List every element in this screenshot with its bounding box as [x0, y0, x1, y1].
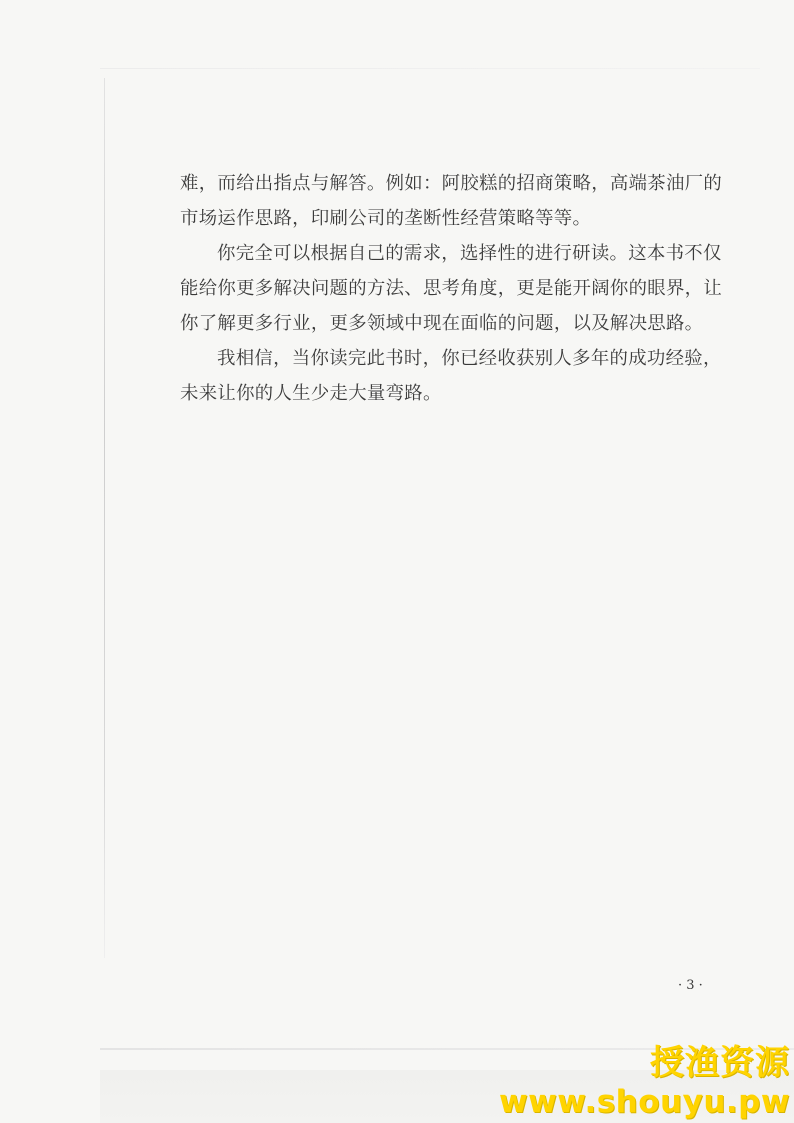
paragraph: 你完全可以根据自己的需求，选择性的进行研读。这本书不仅能给你更多解决问题的方法、思考角度，更是能开阔你的眼界，让你了解更多行业，更多领域中现在面临的问题，以及解决思路。	[180, 243, 723, 334]
scan-edge-top	[100, 68, 760, 69]
paragraph: 我相信，当你读完此书时，你已经收获别人多年的成功经验，未来让你的人生少走大量弯路。	[180, 348, 722, 404]
watermark-title: 授渔资源	[650, 1043, 790, 1083]
body-text	[180, 166, 740, 411]
watermark-url: www.shouyu.pw	[499, 1084, 790, 1120]
paragraph-continued: 难，而给出指点与解答。例如：阿胶糕的招商策略，高端茶油厂的市场运作思路，印刷公司的垄断性经营策略等等。	[180, 173, 723, 229]
watermark	[499, 1042, 790, 1120]
page-number: · 3 ·	[678, 978, 703, 993]
scan-edge-left	[104, 78, 105, 958]
